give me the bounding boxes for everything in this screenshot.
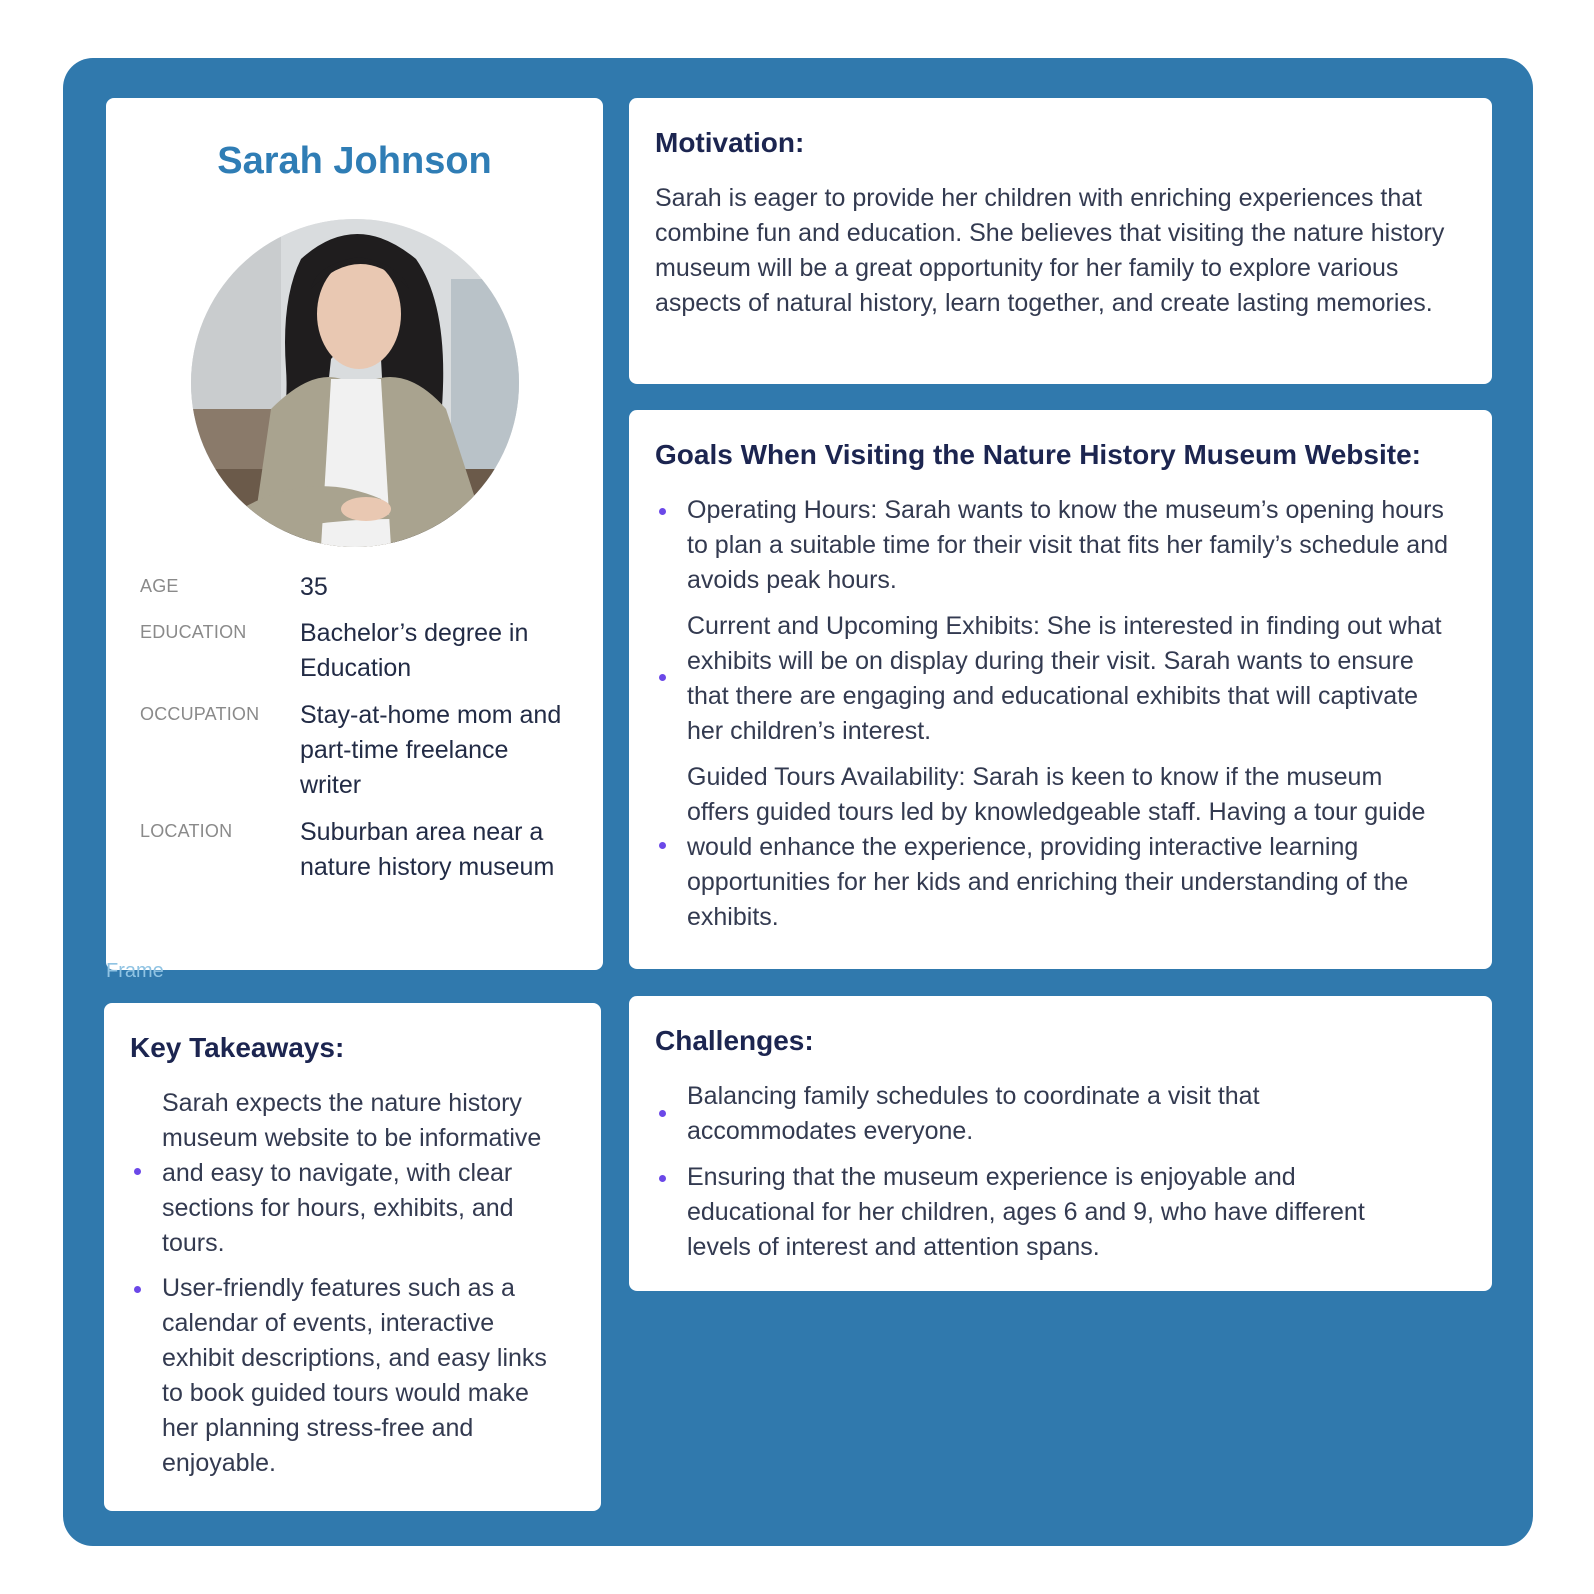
attribute-value: 35	[300, 573, 328, 601]
bullet-dot-icon	[134, 1168, 141, 1175]
motivation-text: Sarah is eager to provide her children with enriching experiences that combine fun and education. She believes that visiting the nature history museum will be a great opportunity for her family to explore various aspects of natural history, learn together, and create lasting memories.	[655, 184, 1445, 317]
goals-card	[629, 410, 1492, 969]
list-item-text: Ensuring that the museum experience is enjoyable and educational for her children, ages 6 and 9, who have different levels of interest and attention spans.	[687, 1163, 1365, 1261]
persona-name: Sarah Johnson	[217, 140, 492, 182]
attribute-label: EDUCATION	[140, 622, 247, 642]
avatar-photo-icon	[191, 219, 519, 547]
attribute-label: OCCUPATION	[140, 704, 260, 724]
list-item-text: Sarah expects the nature history museum website to be informative and easy to navigate, with clear sections for hours, exhibits, and tours.	[162, 1089, 542, 1257]
motivation-card	[629, 98, 1492, 384]
avatar	[191, 219, 519, 547]
takeaways-card	[104, 1003, 601, 1511]
attribute-value: Bachelor’s degree in Education	[300, 619, 529, 682]
attribute-value: Suburban area near a nature history museum	[300, 818, 555, 881]
list-item-text: Balancing family schedules to coordinate a visit that accommodates everyone.	[687, 1082, 1260, 1145]
motivation-title: Motivation:	[655, 127, 805, 158]
takeaways-title: Key Takeaways:	[130, 1032, 345, 1063]
challenges-card	[629, 996, 1492, 1291]
bullet-dot-icon	[659, 842, 666, 849]
list-item-text: Guided Tours Availability: Sarah is keen to know if the museum offers guided tours led by knowledgeable staff. Having a tour guide would enhance the experience, providing interactive learning opportunities for her kids and enriching their understanding of the exhibits.	[687, 763, 1426, 931]
goals-title: Goals When Visiting the Nature History Museum Website:	[655, 439, 1421, 470]
bullet-dot-icon	[659, 1110, 666, 1117]
list-item-text: Operating Hours: Sarah wants to know the museum’s opening hours to plan a suitable time for their visit that fits her family’s schedule and avoids peak hours.	[687, 496, 1449, 594]
bullet-dot-icon	[659, 674, 666, 681]
frame-label: Frame	[106, 960, 164, 982]
profile-card	[106, 98, 603, 970]
attribute-label: AGE	[140, 576, 179, 596]
bullet-dot-icon	[659, 508, 666, 515]
attribute-value: Stay-at-home mom and part-time freelance writer	[300, 701, 562, 799]
challenges-title: Challenges:	[655, 1025, 814, 1056]
persona-frame	[63, 58, 1533, 1546]
bullet-dot-icon	[659, 1175, 666, 1182]
attribute-label: LOCATION	[140, 821, 233, 841]
bullet-dot-icon	[134, 1286, 141, 1293]
list-item-text: Current and Upcoming Exhibits: She is interested in finding out what exhibits will be on display during their visit. Sarah wants to ensure that there are engaging and educational exhibits that will captivate her children’s interest.	[687, 612, 1442, 745]
list-item-text: User-friendly features such as a calendar of events, interactive exhibit descriptions, and easy links to book guided tours would make her planning stress-free and enjoyable.	[162, 1274, 547, 1477]
